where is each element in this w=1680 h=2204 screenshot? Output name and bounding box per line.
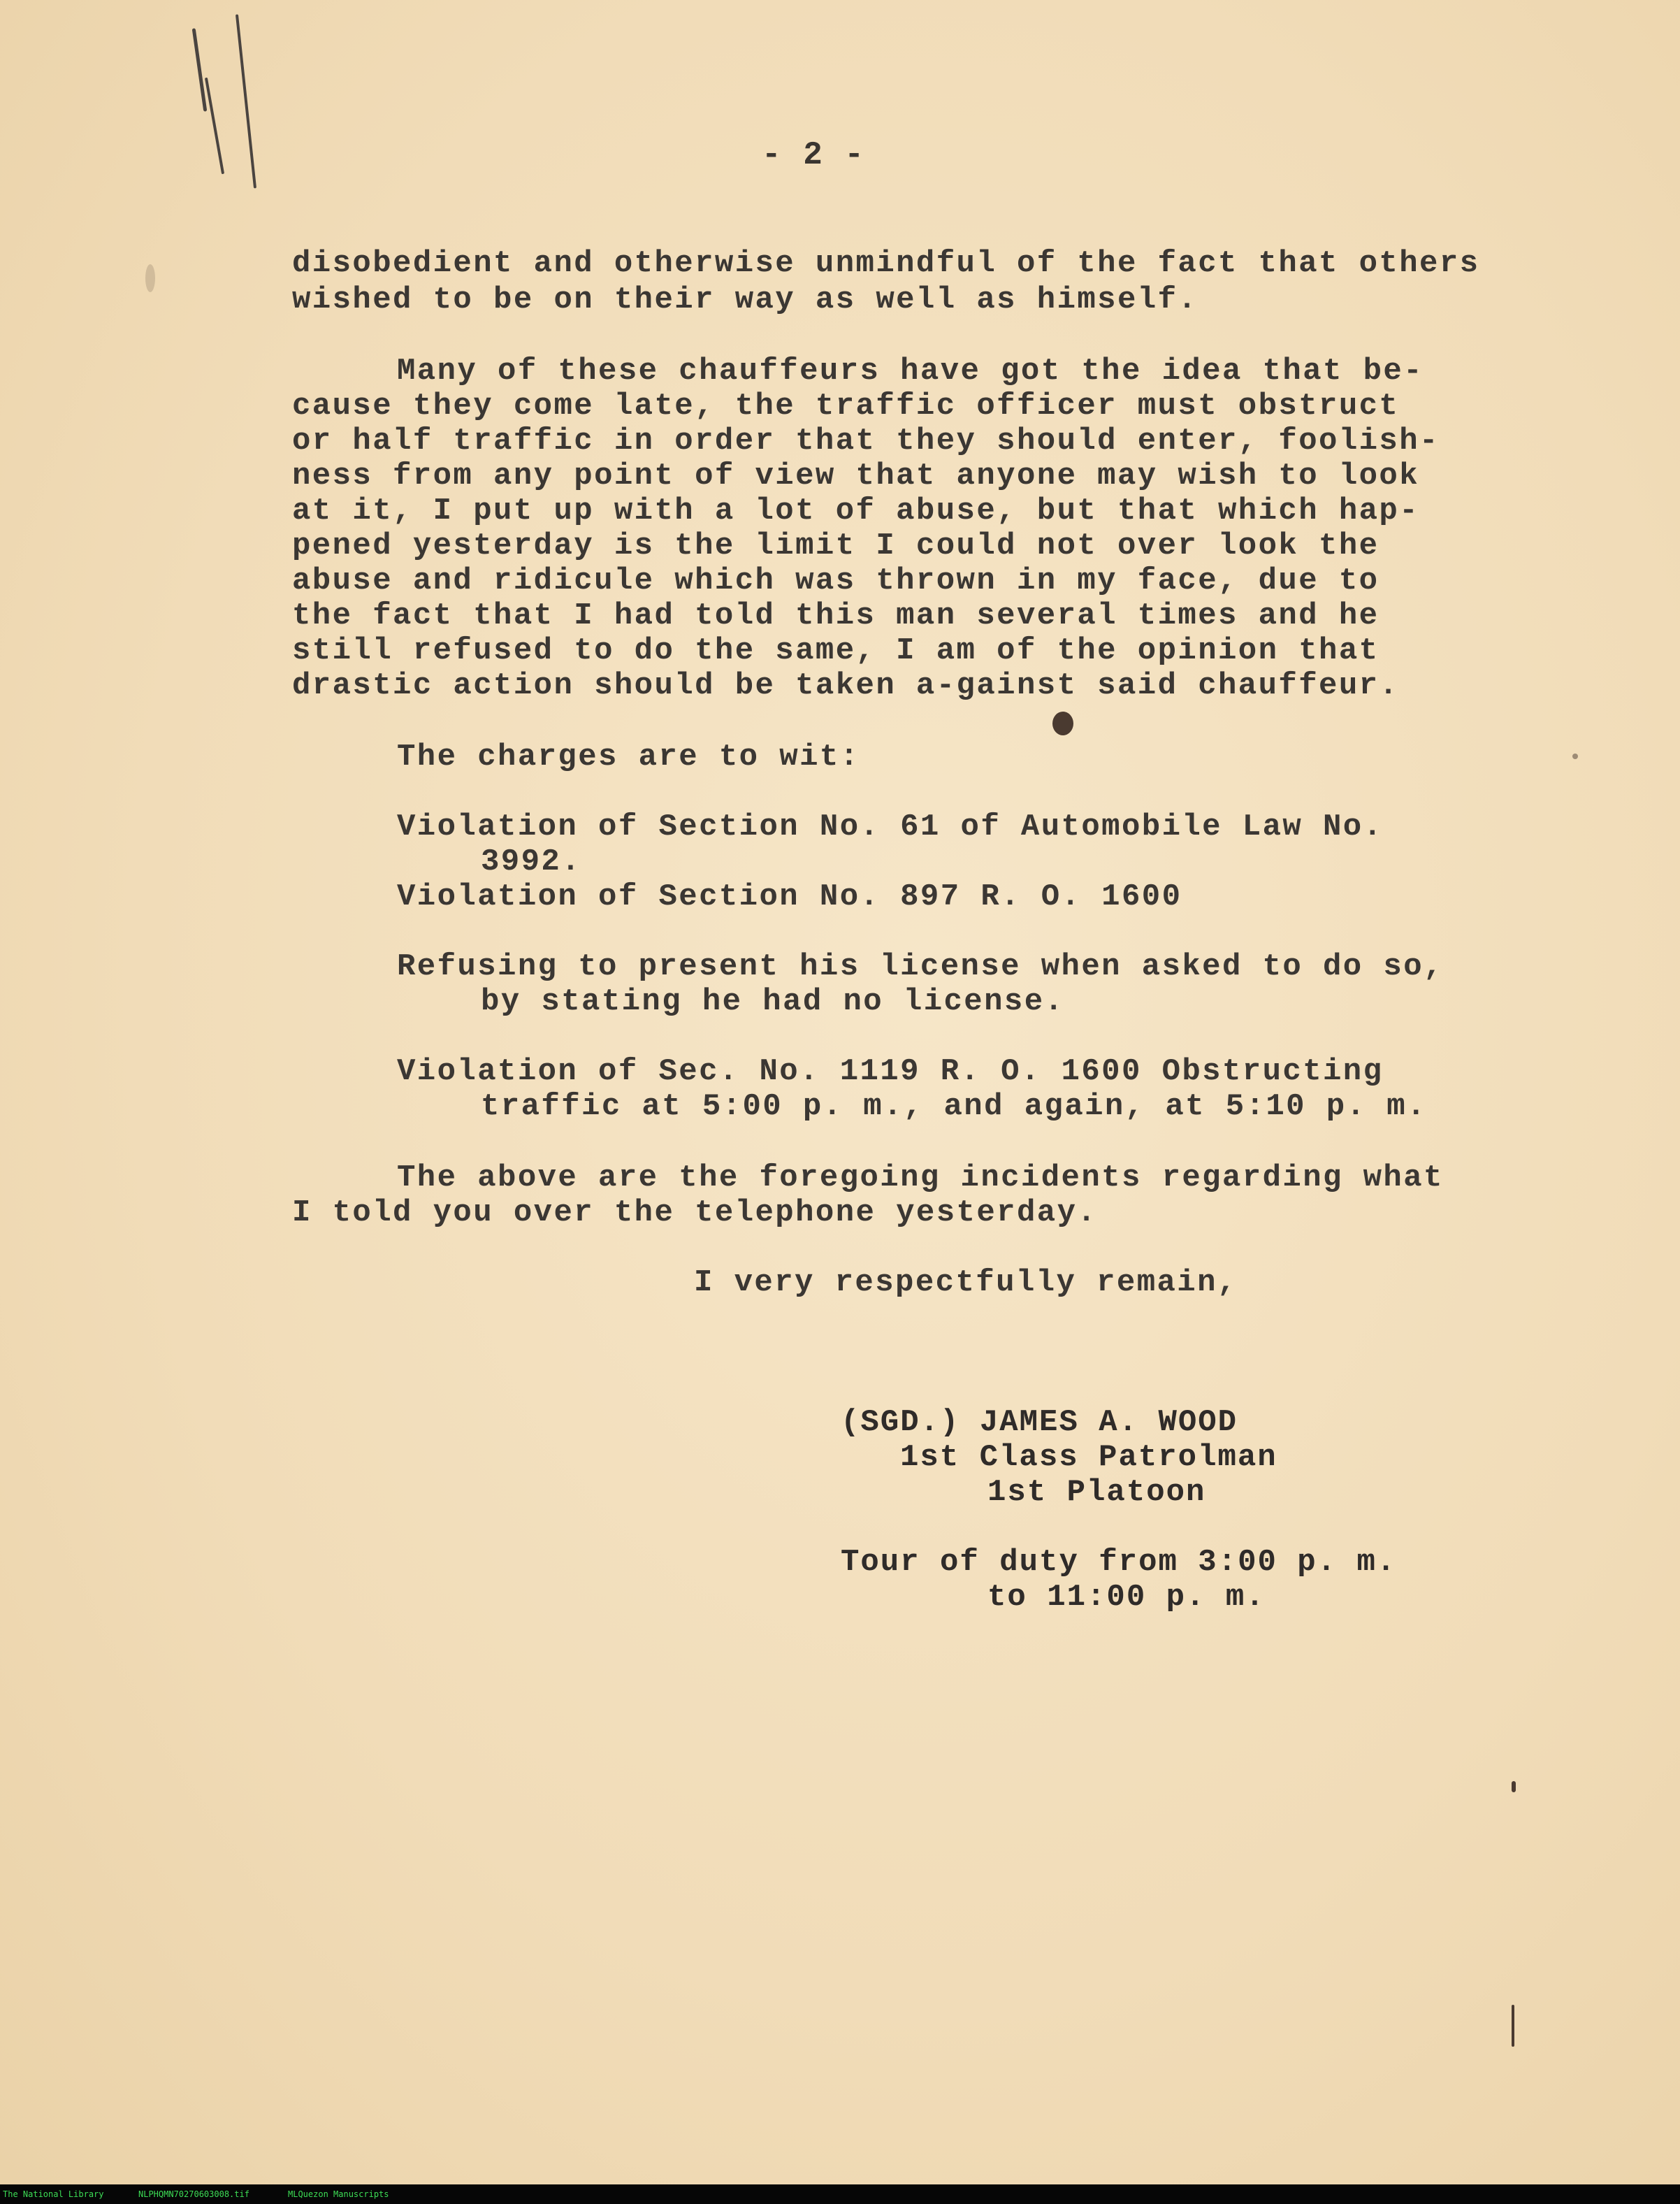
- charge-line: Violation of Sec. No. 1119 R. O. 1600 Obstructing: [397, 1054, 1384, 1089]
- charge-line: by stating he had no license.: [481, 984, 1065, 1019]
- body-text-line: cause they come late, the traffic officer must obstruct: [292, 389, 1400, 424]
- charges-intro: The charges are to wit:: [397, 740, 860, 775]
- ink-blot: [1052, 712, 1073, 735]
- speck: [1512, 1781, 1516, 1792]
- body-text-line: The above are the foregoing incidents regarding what: [397, 1160, 1444, 1195]
- body-text-line: disobedient and otherwise unmindful of the fact that others: [292, 246, 1480, 281]
- charge-line: traffic at 5:00 p. m., and again, at 5:10 p. m.: [481, 1089, 1427, 1124]
- archive-footer: [0, 2184, 1680, 2204]
- speck: [1572, 754, 1578, 759]
- footer-library: The National Library: [3, 2189, 104, 2199]
- body-text-line: Many of these chauffeurs have got the idea that be-: [397, 354, 1424, 389]
- signature-unit: 1st Platoon: [987, 1475, 1206, 1510]
- tour-of-duty: to 11:00 p. m.: [987, 1580, 1266, 1615]
- charge-line: Refusing to present his license when asked to do so,: [397, 949, 1444, 984]
- body-text-line: the fact that I had told this man several times and he: [292, 598, 1380, 633]
- body-text-line: or half traffic in order that they should enter, foolish-: [292, 424, 1440, 459]
- charge-line: Violation of Section No. 61 of Automobile Law No.: [397, 809, 1384, 844]
- signature-rank: 1st Class Patrolman: [900, 1440, 1277, 1475]
- body-text-line: still refused to do the same, I am of the opinion that: [292, 633, 1380, 668]
- page-number: - 2 -: [762, 137, 866, 173]
- ink-mark-stroke: [236, 14, 256, 188]
- body-text-line: abuse and ridicule which was thrown in my face, due to: [292, 563, 1380, 598]
- ink-mark-stroke: [205, 78, 224, 175]
- body-text-line: drastic action should be taken a-gainst said chauffeur.: [292, 668, 1400, 703]
- charge-line: 3992.: [481, 844, 582, 879]
- body-text-line: ness from any point of view that anyone may wish to look: [292, 459, 1420, 494]
- complimentary-close: I very respectfully remain,: [694, 1265, 1238, 1300]
- body-text-line: I told you over the telephone yesterday.: [292, 1195, 1098, 1230]
- charge-line: Violation of Section No. 897 R. O. 1600: [397, 879, 1182, 914]
- speck: [145, 264, 155, 292]
- ink-mark-stroke: [192, 28, 208, 112]
- body-text-line: pened yesterday is the limit I could not over look the: [292, 528, 1380, 563]
- tour-of-duty: Tour of duty from 3:00 p. m.: [841, 1545, 1397, 1580]
- footer-file-id: NLPHQMN70270603008.tif: [138, 2189, 249, 2199]
- footer-collection: MLQuezon Manuscripts: [288, 2189, 389, 2199]
- speck: [1512, 2005, 1514, 2047]
- signature-name: (SGD.) JAMES A. WOOD: [841, 1405, 1238, 1440]
- body-text-line: wished to be on their way as well as himself.: [292, 282, 1199, 317]
- body-text-line: at it, I put up with a lot of abuse, but that which hap-: [292, 494, 1420, 528]
